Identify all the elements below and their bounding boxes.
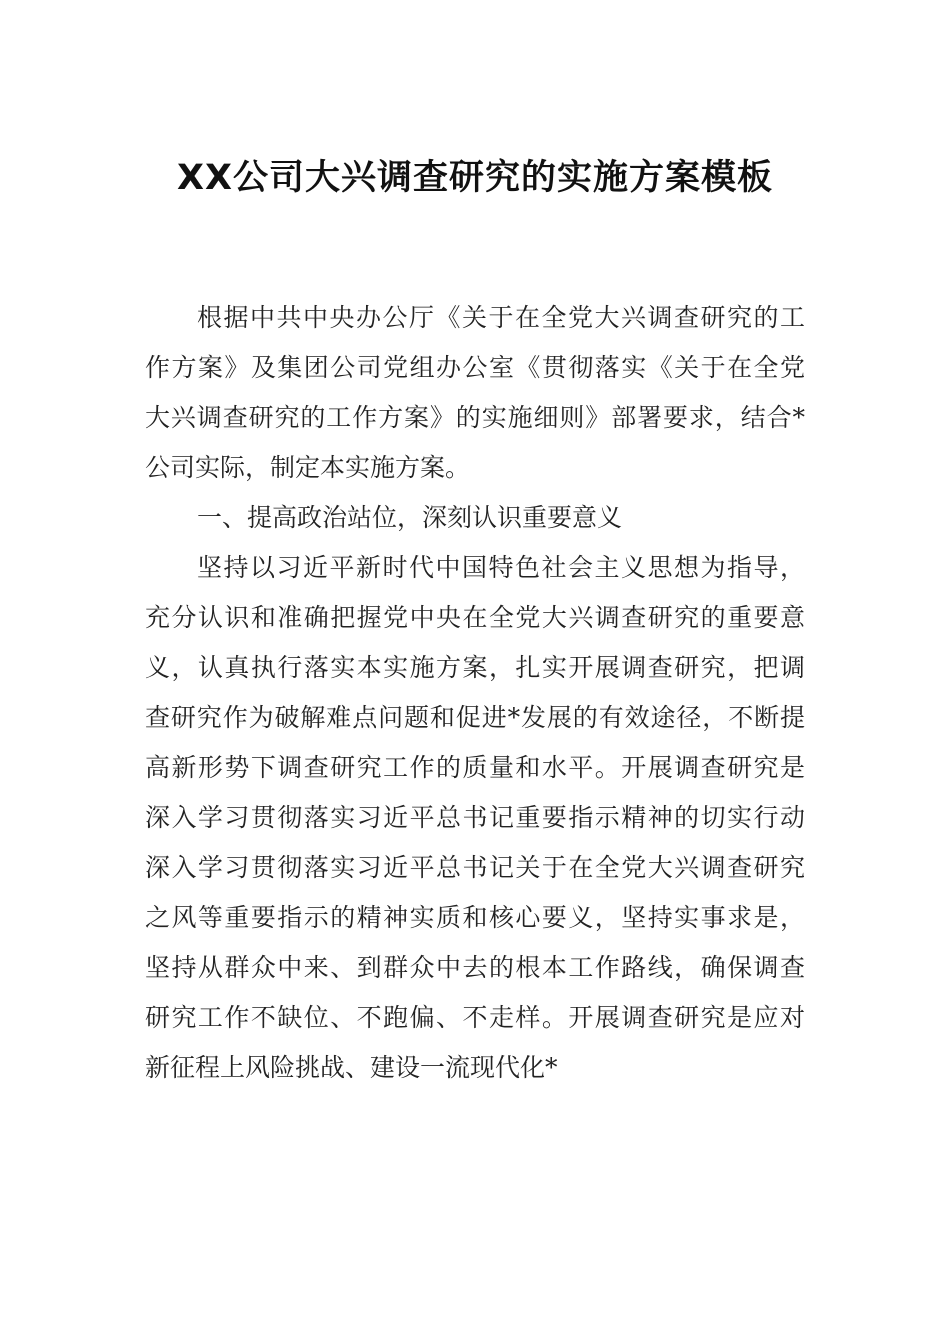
body-line: 义，认真执行落实本实施方案，扎实开展调查研究，把调 bbox=[145, 653, 805, 682]
body-line: 充分认识和准确把握党中央在全党大兴调查研究的重要意 bbox=[145, 603, 805, 632]
body-line: 根据中共中央办公厅《关于在全党大兴调查研究的工 bbox=[197, 303, 805, 332]
body-line: 坚持以习近平新时代中国特色社会主义思想为指导， bbox=[197, 553, 805, 582]
body-line: 公司实际，制定本实施方案。 bbox=[145, 453, 471, 482]
body-line: 新征程上风险挑战、建设一流现代化* bbox=[145, 1053, 558, 1082]
body-line: 深入学习贯彻落实习近平总书记关于在全党大兴调查研究 bbox=[145, 853, 805, 882]
body-line: 坚持从群众中来、到群众中去的根本工作路线，确保调查 bbox=[145, 953, 805, 982]
body-line: 深入学习贯彻落实习近平总书记重要指示精神的切实行动 bbox=[145, 803, 805, 832]
body-line: 作方案》及集团公司党组办公室《贯彻落实《关于在全党 bbox=[145, 353, 805, 382]
body-line: 高新形势下调查研究工作的质量和水平。开展调查研究是 bbox=[145, 753, 805, 782]
section-heading: 一、提高政治站位，深刻认识重要意义 bbox=[197, 503, 623, 532]
body-line: 研究工作不缺位、不跑偏、不走样。开展调查研究是应对 bbox=[145, 1003, 805, 1032]
body-line: 之风等重要指示的精神实质和核心要义，坚持实事求是， bbox=[145, 903, 805, 932]
body-line: 大兴调查研究的工作方案》的实施细则》部署要求，结合* bbox=[145, 403, 805, 432]
body-line: 查研究作为破解难点问题和促进*发展的有效途径，不断提 bbox=[145, 703, 805, 732]
document-title: XX公司大兴调查研究的实施方案模板 bbox=[177, 158, 773, 198]
